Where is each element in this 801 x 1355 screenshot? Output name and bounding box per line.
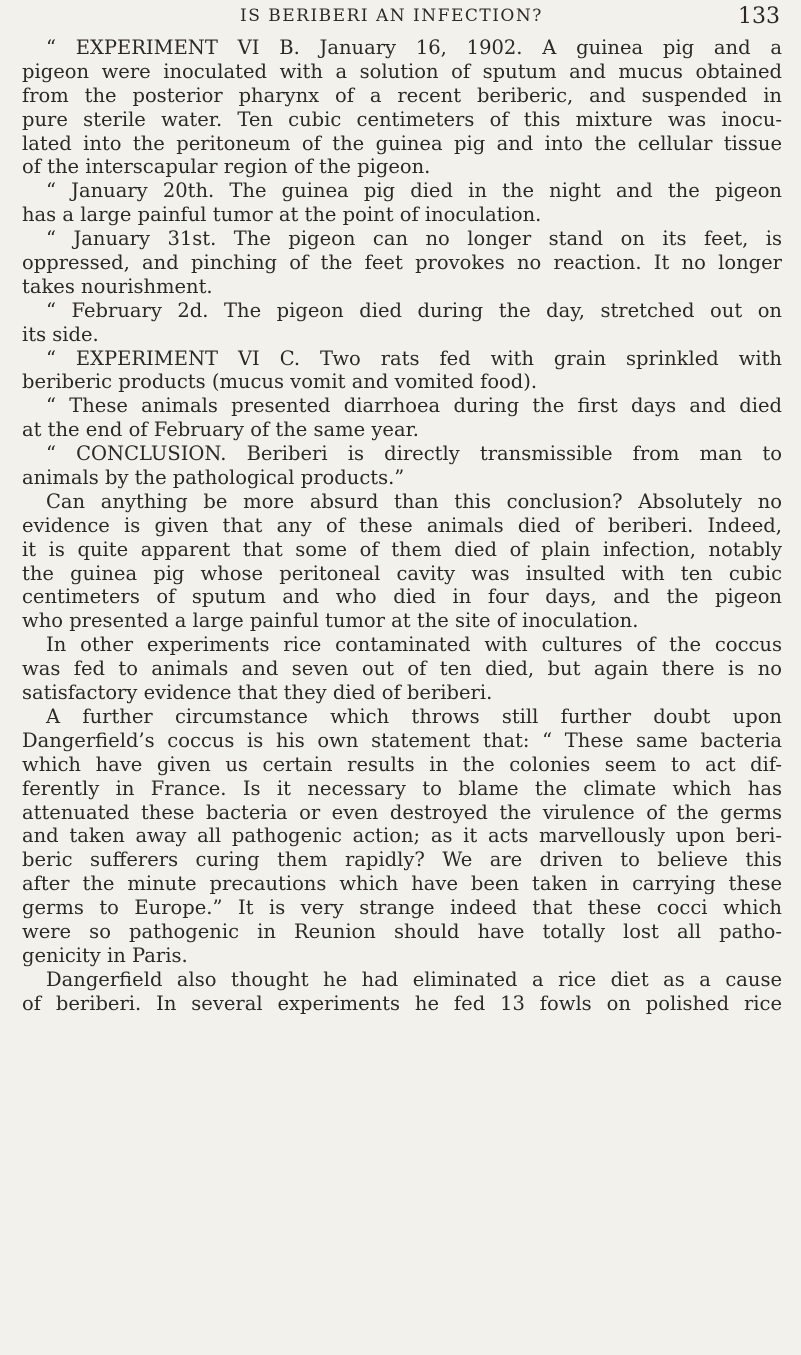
text-line: A further circumstance which throws still further doubt upon — [46, 704, 782, 728]
text-line: has a large painful tumor at the point of inoculation. — [22, 203, 542, 227]
text-line: “ EXPERIMENT VI C. Two rats fed with grain sprinkled with — [46, 346, 782, 370]
text-line: evidence is given that any of these animals died of beriberi. Indeed, — [22, 513, 782, 537]
text-line: Dangerfield also thought he had eliminated a rice diet as a cause — [46, 967, 782, 991]
page-number: 133 — [738, 4, 780, 29]
text-line: were so pathogenic in Reunion should have totally lost all patho- — [22, 919, 782, 943]
text-line: it is quite apparent that some of them died of plain infection, notably — [22, 537, 782, 561]
text-line: pigeon were inoculated with a solution of sputum and mucus obtained — [22, 59, 782, 83]
text-line: “ January 31st. The pigeon can no longer stand on its feet, is — [46, 227, 782, 251]
text-line: “ These animals presented diarrhoea during the first days and died — [46, 394, 782, 418]
text-line: who presented a large painful tumor at the site of inoculation. — [22, 609, 639, 633]
text-line: “ EXPERIMENT VI B. January 16, 1902. A guinea pig and a — [46, 36, 782, 59]
text-line: Dangerfield’s coccus is his own statement that: “ These same bacteria — [22, 728, 782, 752]
text-line: germs to Europe.” It is very strange indeed that these cocci which — [22, 896, 782, 920]
text-line: which have given us certain results in the colonies seem to act dif- — [22, 752, 782, 776]
text-line: was fed to animals and seven out of ten died, but again there is no — [22, 657, 782, 681]
text-line: Can anything be more absurd than this conclusion? Absolutely no — [46, 489, 782, 513]
text-line: its side. — [22, 322, 99, 346]
text-line: from the posterior pharynx of a recent beriberic, and suspended in — [22, 83, 782, 107]
body-text — [22, 36, 782, 1016]
text-line: pure sterile water. Ten cubic centimeters of this mixture was inocu- — [22, 107, 782, 131]
text-line: at the end of February of the same year. — [22, 418, 419, 442]
text-line: of the interscapular region of the pigeon. — [22, 155, 431, 179]
text-line: “ CONCLUSION. Beriberi is directly transmissible from man to — [46, 442, 782, 466]
text-line: “ February 2d. The pigeon died during the day, stretched out on — [46, 298, 782, 322]
text-line: attenuated these bacteria or even destroyed the virulence of the germs — [22, 800, 782, 824]
text-line: satisfactory evidence that they died of beriberi. — [22, 681, 493, 705]
text-line: the guinea pig whose peritoneal cavity was insulted with ten cubic — [22, 561, 782, 585]
running-head-title: IS BERIBERI AN INFECTION? — [240, 6, 543, 26]
text-line: In other experiments rice contaminated with cultures of the coccus — [46, 633, 782, 657]
text-line: beric sufferers curing them rapidly? We are driven to believe this — [22, 848, 782, 872]
text-line: takes nourishment. — [22, 274, 213, 298]
text-line: lated into the peritoneum of the guinea pig and into the cellular tissue — [22, 131, 782, 155]
text-line: animals by the pathological products.” — [22, 466, 405, 490]
text-line: centimeters of sputum and who died in four days, and the pigeon — [22, 585, 782, 609]
text-line: oppressed, and pinching of the feet provokes no reaction. It no longer — [22, 251, 782, 275]
text-line: of beriberi. In several experiments he fed 13 fowls on polished rice — [22, 991, 782, 1015]
text-line: after the minute precautions which have been taken in carrying these — [22, 872, 782, 896]
text-line: beriberic products (mucus vomit and vomited food). — [22, 370, 538, 394]
text-line: ferently in France. Is it necessary to blame the climate which has — [22, 776, 782, 800]
text-line: genicity in Paris. — [22, 943, 188, 967]
text-line: “ January 20th. The guinea pig died in the night and the pigeon — [46, 179, 782, 203]
text-line: and taken away all pathogenic action; as it acts marvellously upon beri- — [22, 824, 782, 848]
